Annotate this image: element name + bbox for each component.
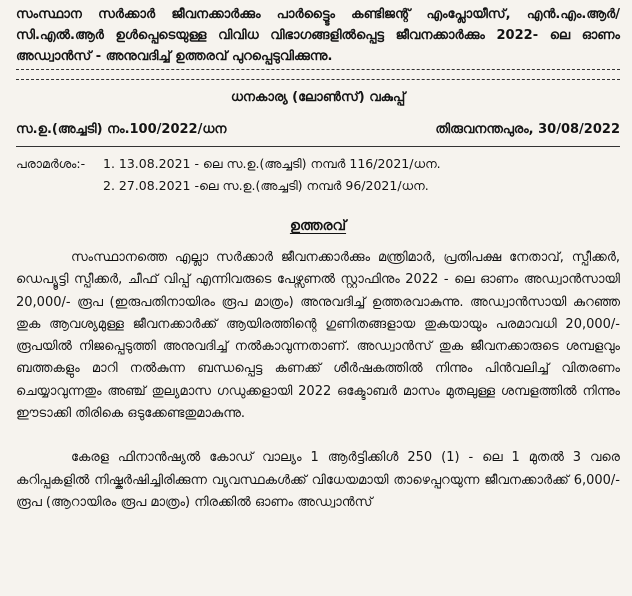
references-block	[16, 153, 620, 197]
reference-item: 1. 13.08.2021 - ലെ സ.ഉ.(അച്ചടി) നമ്പർ 116/2021/ധന.	[103, 156, 441, 171]
double-dashed-divider	[16, 69, 620, 80]
body-paragraph: കേരള ഫിനാൻഷ്യൽ കോഡ് വാല്യം 1 ആർട്ടിക്കിൾ 250 (1) - ലെ 1 മുതൽ 3 വരെ കറിപ്പകളിൽ നിഷ്കർഷിച്ചിരിക്കുന്ന വ്യവസ്ഥകൾക്ക് വിധേയമായി താഴെപ്പറയുന്ന ജീവനക്കാർക്ക് 6,000/- രൂപ (ആറായിരം രൂപ മാത്രം) നിരക്കിൽ ഓണം അഡ്വാൻസ്	[16, 450, 620, 510]
order-header-row	[16, 120, 620, 140]
references-label: പരാമർശം:-	[16, 156, 86, 171]
department-name: ധനകാര്യ (ലോൺസ്) വകുപ്പ്	[230, 90, 406, 105]
order-heading-text: ഉത്തരവ്	[289, 218, 347, 234]
reference-row	[16, 153, 620, 175]
reference-row	[16, 175, 620, 197]
body-paragraph: സംസ്ഥാനത്തെ എല്ലാ സർക്കാർ ജീവനക്കാർക്കും മന്ത്രിമാർ, പ്രതിപക്ഷ നേതാവ്, സ്പീക്കർ, ഡെപ്യൂട്ടി സ്പീക്കർ, ചീഫ് വിപ്പ് എന്നിവരുടെ പേഴ്സണൽ സ്റ്റാഫിനും 2022 - ലെ ഓണം അഡ്വാൻസായി 20,000/- രൂപ (ഇരുപതിനായിരം രൂപ മാത്രം) അനുവദിച്ച് ഉത്തരവാകുന്നു. അഡ്വാൻസായി കുറഞ്ഞ തുക ആവശ്യമുള്ള ജീവനക്കാർക്ക് ആയിരത്തിന്റെ ഗുണിതങ്ങളായ തുകയായും പരമാവധി 20,000/- രൂപയിൽ നിജപ്പെടുത്തി അനുവദിച്ച് നൽകാവുന്നതാണ്. അഡ്വാൻസ് തുക ജീവനക്കാരുടെ ശമ്പളവും ബത്തകളും മാറി നൽകുന്ന ബന്ധപ്പെട്ട കണക്ക് ശീർഷകത്തിൽ നിന്നും പിൻവലിച്ച് വിതരണം ചെയ്യാവുന്നതും അഞ്ച് തുല്യമാസ ഗഡുക്കളായി 2022 ഒക്ടോബർ മാസം മുതലുള്ള ശമ്പളത്തിൽ നിന്നും ഈടാക്കി തിരികെ ഒടുക്കേണ്ടതുമാകുന്നു.	[16, 250, 620, 422]
horizontal-rule	[16, 146, 620, 147]
reference-item: 2. 27.08.2021 -ലെ സ.ഉ.(അച്ചടി) നമ്പർ 96/2021/ധന.	[103, 178, 429, 193]
order-heading	[16, 215, 620, 237]
order-subject: സംസ്ഥാന സർക്കാർ ജീവനക്കാർക്കും പാർട്ട്ടൈം കണ്ടിജന്റ് എംപ്ലോയീസ്, എൻ.എം.ആർ/സി.എൽ.ആർ ഉൾപ്പെടെയുള്ള വിവിധ വിഭാഗങ്ങളിൽപ്പെട്ട ജീവനക്കാർക്കും 2022- ലെ ഓണം അഡ്വാൻസ് - അനുവദിച്ച് ഉത്തരവ് പുറപ്പെടുവിക്കുന്നു.	[16, 7, 620, 64]
place-date: തിരുവനന്തപുരം, 30/08/2022	[435, 122, 620, 137]
order-number: സ.ഉ.(അച്ചടി) നം.100/2022/ധന	[16, 122, 227, 137]
